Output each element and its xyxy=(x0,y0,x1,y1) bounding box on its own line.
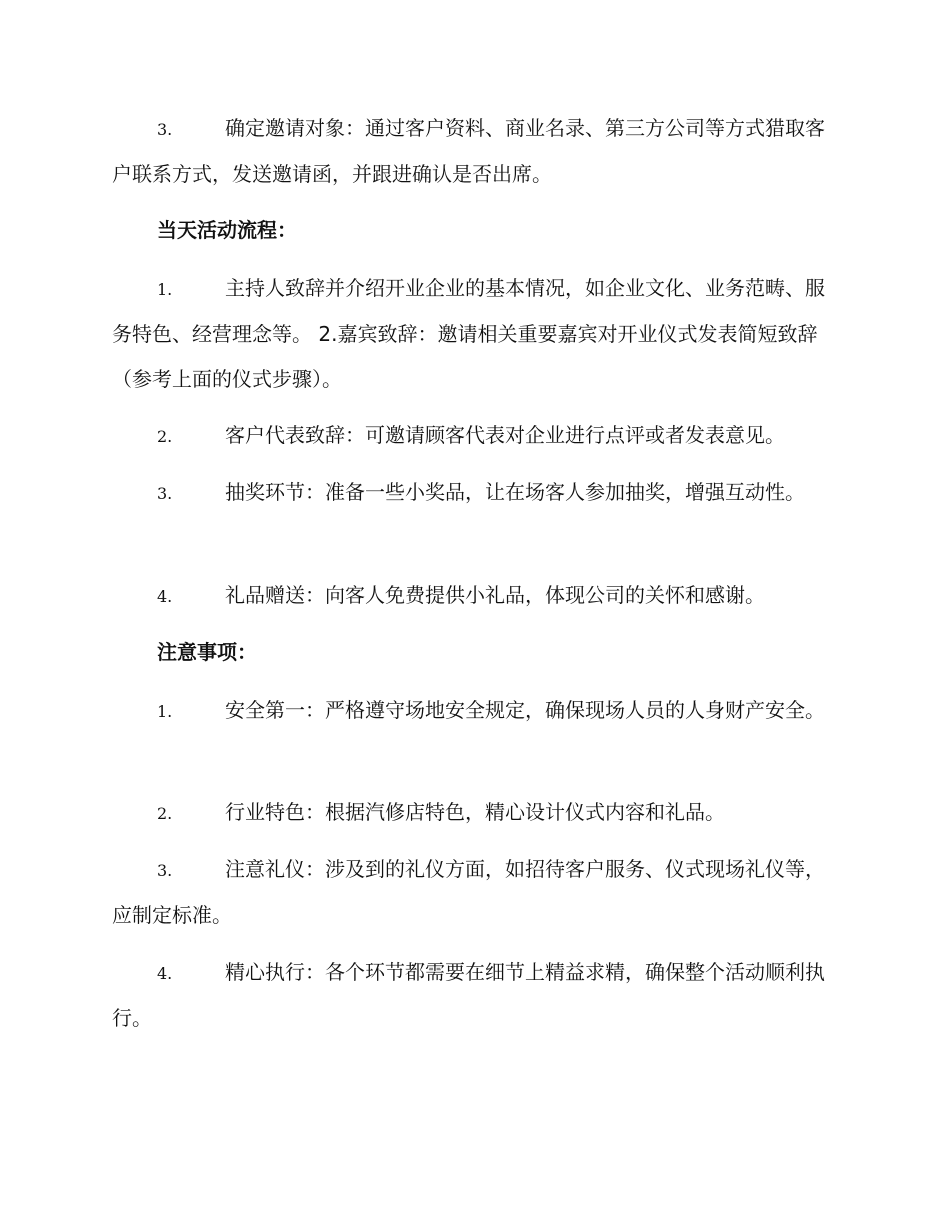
list-item xyxy=(112,573,838,619)
list-item xyxy=(112,950,838,1041)
list-item-text: 抽奖环节：准备一些小奖品，让在场客人参加抽奖，增强互动性。 xyxy=(225,480,805,504)
list-item xyxy=(112,106,838,197)
list-item-number: 1. xyxy=(157,280,173,299)
list-item-text: 安全第一：严格遵守场地安全规定，确保现场人员的人身财产安全。 xyxy=(225,698,825,722)
list-item xyxy=(112,413,838,459)
list-item xyxy=(112,470,838,516)
list-item-text: 客户代表致辞：可邀请顾客代表对企业进行点评或者发表意见。 xyxy=(225,423,785,447)
section-heading-notes: 注意事项： xyxy=(157,640,257,664)
list-item-number: 4. xyxy=(157,587,173,606)
list-item-text: 礼品赠送：向客人免费提供小礼品，体现公司的关怀和感谢。 xyxy=(225,583,765,607)
list-item-number: 2. xyxy=(157,427,173,446)
list-item-number: 4. xyxy=(157,964,173,983)
list-item-text: 行业特色：根据汽修店特色，精心设计仪式内容和礼品。 xyxy=(225,800,725,824)
list-item xyxy=(112,688,838,734)
list-item-number: 3. xyxy=(157,120,173,139)
list-item-text: 注意礼仪：涉及到的礼仪方面，如招待客户服务、仪式现场礼仪等，应制定标准。 xyxy=(112,857,825,927)
list-item-text: 确定邀请对象：通过客户资料、商业名录、第三方公司等方式猎取客户联系方式，发送邀请函，并跟进确认是否出席。 xyxy=(112,116,825,186)
list-item-number: 3. xyxy=(157,861,173,880)
list-item xyxy=(112,847,838,938)
list-item-text: 主持人致辞并介绍开业企业的基本情况，如企业文化、业务范畴、服务特色、经营理念等。 2.嘉宾致辞：邀请相关重要嘉宾对开业仪式发表简短致辞（参考上面的仪式步骤）。 xyxy=(112,276,825,391)
list-item xyxy=(112,266,838,402)
list-item-text: 精心执行：各个环节都需要在细节上精益求精，确保整个活动顺利执行。 xyxy=(112,960,825,1030)
list-item-number: 3. xyxy=(157,484,173,503)
list-item-number: 1. xyxy=(157,702,173,721)
list-item-number: 2. xyxy=(157,804,173,823)
list-item xyxy=(112,790,838,836)
section-heading-event-flow: 当天活动流程： xyxy=(157,218,297,242)
